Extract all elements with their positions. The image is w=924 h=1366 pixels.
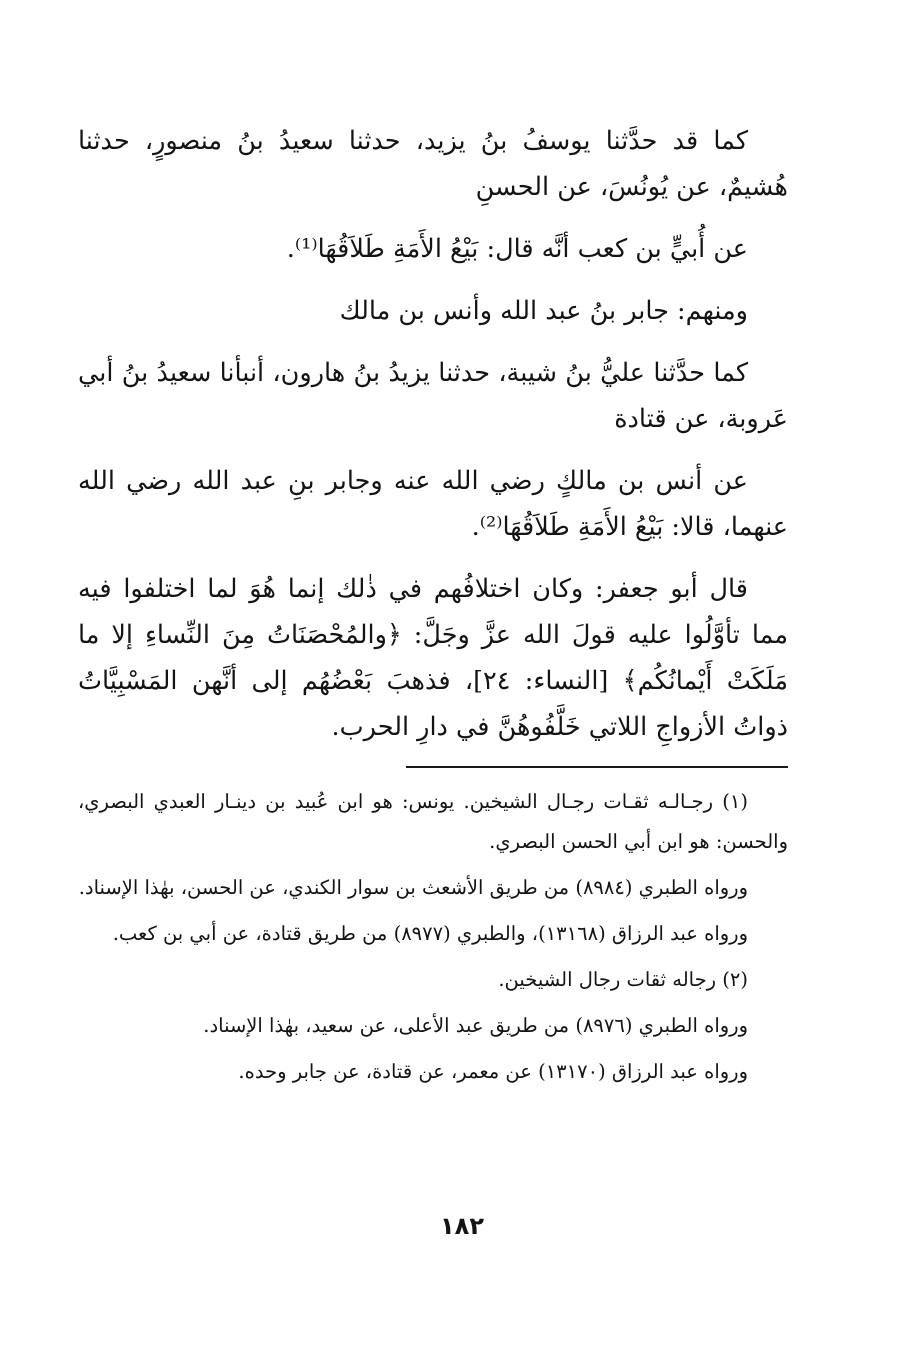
paragraph-4: كما حدَّثنا عليُّ بنُ شيبة، حدثنا يزيدُ بنُ هارون، أنبأنا سعيدُ بنُ أبي عَروبة، عن قتادة	[78, 358, 788, 434]
footnote-1: (١) رجـالـه ثقـات رجـال الشيخين. يونس: هو ابن عُبيد بن دينـار العبدي البصري، والحسن: هو ابن أبي الحسن البصري.	[78, 790, 788, 853]
paragraph-2: عن أُبيٍّ بن كعب أنَّه قال: بَيْعُ الأَمَةِ طَلاَقُهَا⁽¹⁾.	[286, 234, 748, 264]
paragraph-3: ومنهم: جابر بنُ عبد الله وأنس بن مالك	[339, 296, 748, 326]
page-number: ١٨٢	[440, 1212, 484, 1240]
paragraph-6: قال أبو جعفر: وكان اختلافُهم في ذٰلك إنما هُوَ لما اختلفوا فيه مما تأوَّلُوا عليه قولَ الله عزَّ وجَلَّ: ﴿والمُحْصَنَاتُ مِنَ النِّساءِ إلا ما مَلَكَتْ أَيْمانُكُم﴾ [النساء: ٢٤]، فذهبَ بَعْضُهُم إلى أنَّهن المَسْبِيَّاتُ ذواتُ الأزواجِ اللاتي خَلَّفُوهُنَّ في دارِ الحرب.	[78, 574, 788, 742]
footnotes	[78, 782, 788, 1092]
footnote-1-source-a: ورواه الطبري (٨٩٨٤) من طريق الأشعث بن سوار الكندي، عن الحسن، بهٰذا الإسناد.	[78, 876, 748, 899]
footnote-divider	[406, 766, 788, 768]
footnote-2: (٢) رجاله ثقات رجال الشيخين.	[498, 968, 748, 991]
paragraph-1: كما قد حدَّثنا يوسفُ بنُ يزيد، حدثنا سعيدُ بنُ منصورٍ، حدثنا هُشيمٌ، عن يُونُسَ، عن الحسنِ	[78, 126, 788, 202]
footnote-2-source-b: ورواه عبد الرزاق (١٣١٧٠) عن معمر، عن قتادة، عن جابر وحده.	[238, 1060, 748, 1083]
footnote-2-source-a: ورواه الطبري (٨٩٧٦) من طريق عبد الأعلى، عن سعيد، بهٰذا الإسناد.	[203, 1014, 748, 1037]
main-text	[78, 118, 788, 750]
page-body	[78, 118, 788, 1098]
footnote-1-source-b: ورواه عبد الرزاق (١٣١٦٨)، والطبري (٨٩٧٧) من طريق قتادة، عن أبي بن كعب.	[112, 922, 748, 945]
paragraph-5: عن أنس بن مالكٍ رضي الله عنه وجابر بنِ عبد الله رضي الله عنهما، قالا: بَيْعُ الأَمَةِ طَلاَقُهَا⁽²⁾.	[78, 466, 788, 542]
